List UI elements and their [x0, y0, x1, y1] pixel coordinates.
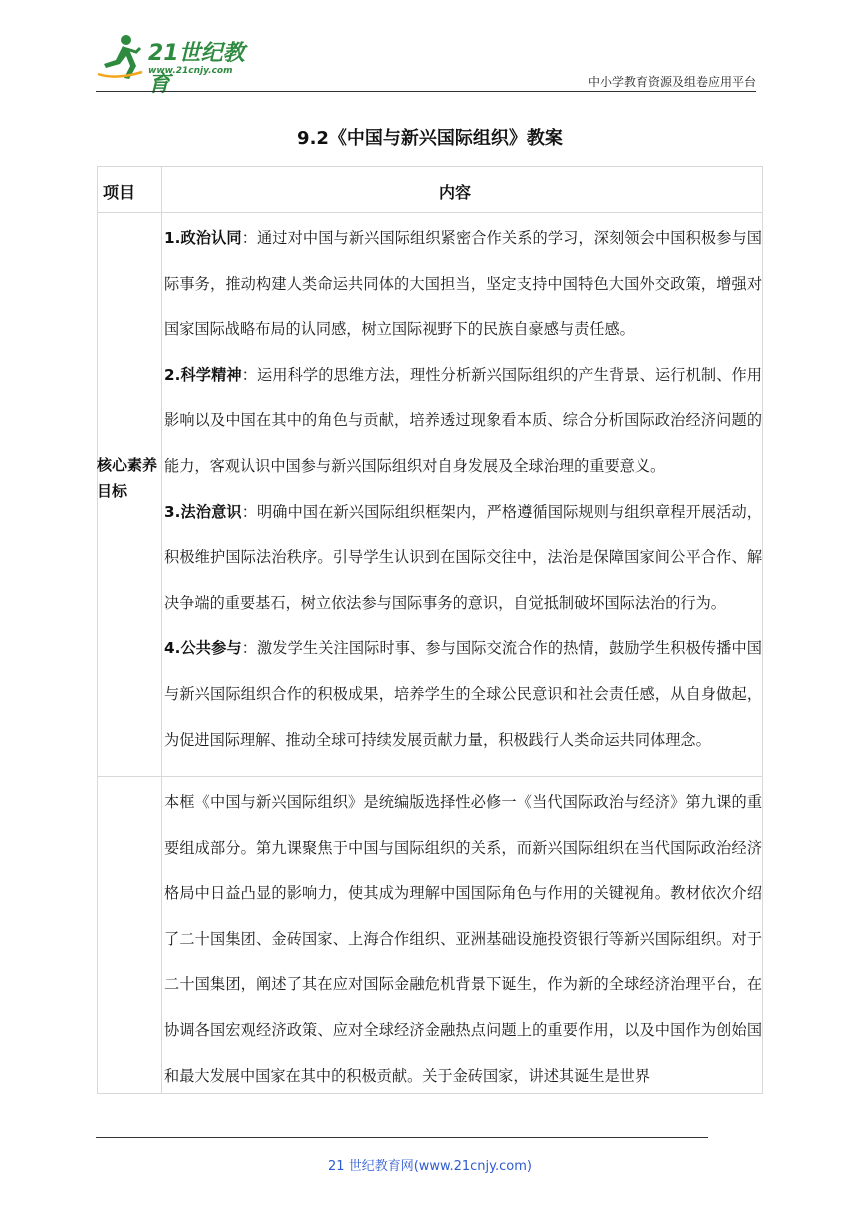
literacy-item [164, 490, 762, 627]
platform-name: 中小学教育资源及组卷应用平台 [587, 75, 756, 89]
textbook-analysis-content [164, 780, 762, 1099]
core-literacy-content [164, 216, 762, 763]
table-border-right [762, 166, 763, 1094]
literacy-item-text: ：运用科学的思维方法，理性分析新兴国际组织的产生背景、运行机制、作用影响以及中国在其中的角色与贡献，培养透过现象看本质、综合分析国际政治经济问题的能力，客观认识中国参与新兴国际组织对自身发展及全球治理的重要意义。 [164, 365, 762, 475]
textbook-analysis-text: 本框《中国与新兴国际组织》是统编版选择性必修一《当代国际政治与经济》第九课的重要组成部分。第九课聚焦于中国与国际组织的关系，而新兴国际组织在当代国际政治经济格局中日益凸显的影响力，使其成为理解中国国际角色与作用的关键视角。教材依次介绍了二十国集团、金砖国家、上海合作组织、亚洲基础设施投资银行等新兴国际组织。对于二十国集团，阐述了其在应对国际金融危机背景下诞生，作为新的全球经济治理平台，在协调各国宏观经济政策、应对全球经济金融热点问题上的重要作用，以及中国作为创始国和最大发展中国家在其中的积极贡献。关于金砖国家，讲述其诞生是世界 [164, 793, 762, 1085]
literacy-item-title: 2.科学精神 [164, 365, 242, 384]
table-border-left [97, 166, 98, 1094]
literacy-item-title: 3.法治意识 [164, 502, 242, 521]
logo [96, 32, 266, 97]
lesson-plan-table [97, 166, 763, 1094]
literacy-item [164, 216, 762, 353]
table-border-top [97, 166, 763, 167]
literacy-item-text: ：明确中国在新兴国际组织框架内，严格遵循国际规则与组织章程开展活动，积极维护国际法治秩序。引导学生认识到在国际交往中，法治是保障国家间公平合作、解决争端的重要基石，树立依法参与国际事务的意识，自觉抵制破坏国际法治的行为。 [164, 502, 762, 612]
literacy-item-text: ：激发学生关注国际时事、参与国际交流合作的热情，鼓励学生积极传播中国与新兴国际组织合作的积极成果，培养学生的全球公民意识和社会责任感，从自身做起，为促进国际理解、推动全球可持续发展贡献力量，积极践行人类命运共同体理念。 [164, 639, 762, 749]
header-divider [96, 91, 756, 92]
table-column-divider [161, 166, 162, 1094]
column-header-item: 项目 [103, 183, 136, 202]
footer-divider [96, 1137, 708, 1138]
literacy-item [164, 626, 762, 763]
literacy-item-text: ：通过对中国与新兴国际组织紧密合作关系的学习，深刻领会中国积极参与国际事务，推动构建人类命运共同体的大国担当，坚定支持中国特色大国外交政策，增强对国家国际战略布局的认同感，树立国际视野下的民族自豪感与责任感。 [164, 229, 762, 339]
logo-text: 21世纪教育 [148, 41, 245, 97]
logo-url: www.21cnjy.com [148, 66, 233, 76]
footer-link[interactable]: 21 世纪教育网(www.21cnjy.com) [328, 1159, 532, 1174]
document-title: 9.2《中国与新兴国际组织》教案 [297, 128, 563, 149]
literacy-item [164, 353, 762, 490]
literacy-item-title: 1.政治认同 [164, 229, 242, 247]
page-header [96, 28, 756, 97]
column-header-content: 内容 [439, 183, 472, 202]
table-header-divider [97, 212, 763, 213]
runner-logo-icon [96, 34, 146, 80]
row-label-core-literacy: 核心素养目标 [97, 456, 158, 500]
literacy-item-title: 4.公共参与 [164, 639, 242, 658]
table-row-divider [97, 776, 763, 777]
